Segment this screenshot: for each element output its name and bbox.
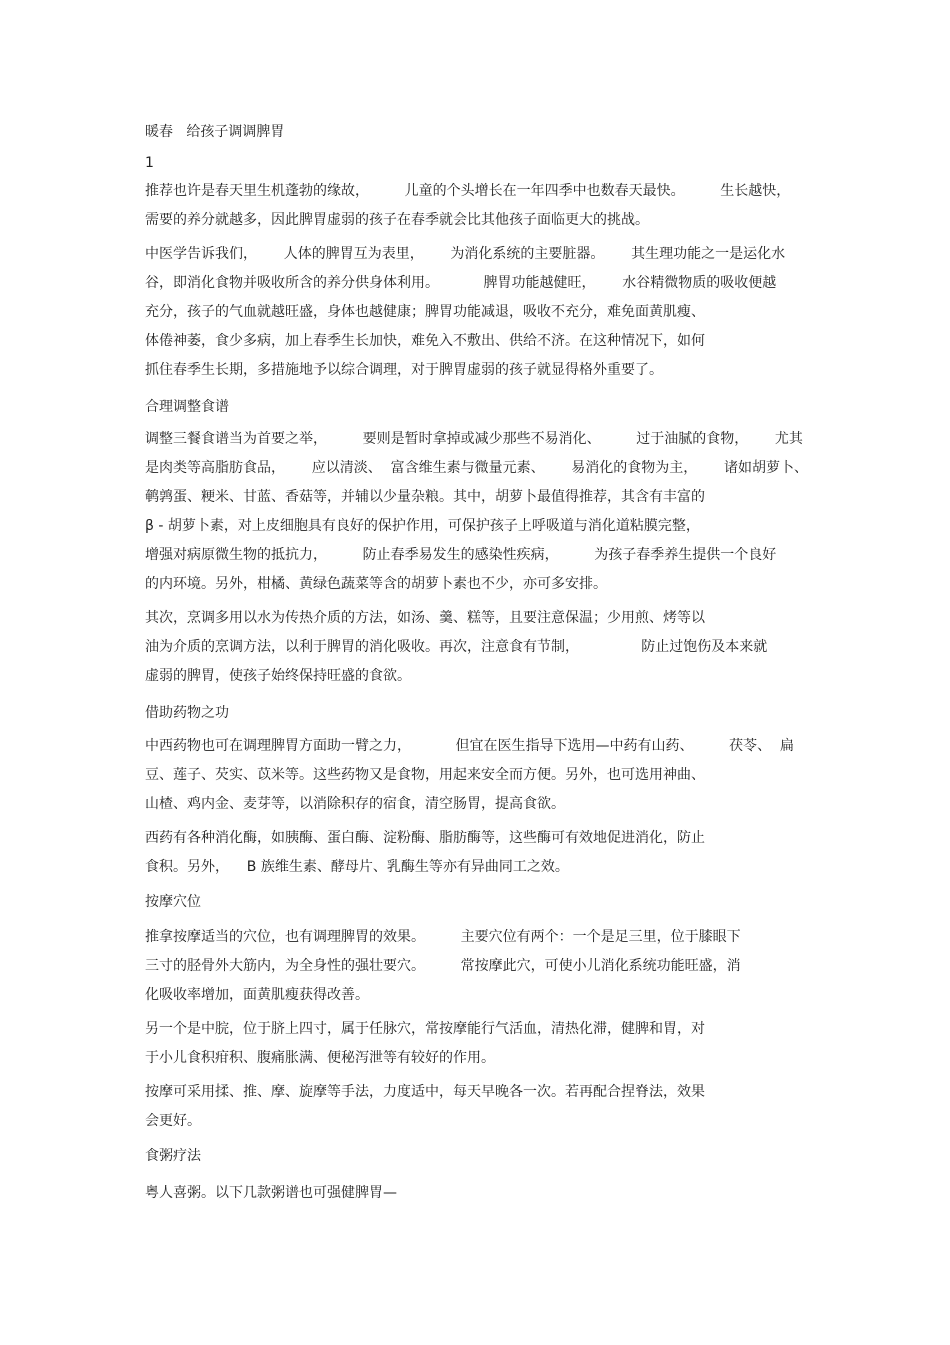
text-line: 推荐也许是春天里生机蓬勃的缘故， 儿童的个头增长在一年四季中也数春天最快。 生长越快， (145, 183, 791, 199)
text-line: 抓住春季生长期，多措施地予以综合调理，对于脾胃虚弱的孩子就显得格外重要了。 (145, 362, 663, 378)
section-heading: 合理调整食谱 (145, 399, 229, 415)
text-line: 会更好。 (145, 1113, 201, 1129)
text-line: 化吸收率增加，面黄肌瘦获得改善。 (145, 987, 369, 1003)
text-line: 三寸的胫骨外大筋内，为全身性的强壮要穴。 常按摩此穴，可使小儿消化系统功能旺盛，消 (145, 958, 741, 974)
text-line: 调整三餐食谱当为首要之举， 要则是暂时拿掉或减少那些不易消化、 过于油腻的食物， 尤其 (145, 431, 803, 447)
text-line: 另一个是中脘，位于脐上四寸，属于任脉穴，常按摩能行气活血，清热化滞，健脾和胃，对 (145, 1021, 705, 1037)
section-heading: 食粥疗法 (145, 1148, 201, 1164)
text-line: 是肉类等高脂肪食品， 应以清淡、 富含维生素与微量元素、 易消化的食物为主， 诸如胡萝卜、 (145, 460, 809, 476)
text-line: 推拿按摩适当的穴位，也有调理脾胃的效果。 主要穴位有两个：一个是足三里，位于膝眼下 (145, 929, 741, 945)
text-line: 需要的养分就越多，因此脾胃虚弱的孩子在春季就会比其他孩子面临更大的挑战。 (145, 212, 649, 228)
text-line: 粤人喜粥。以下几款粥谱也可强健脾胃— (145, 1185, 397, 1201)
text-line: 于小儿食积疳积、腹痛胀满、便秘泻泄等有较好的作用。 (145, 1050, 495, 1066)
text-line: 充分，孩子的气血就越旺盛，身体也越健康；脾胃功能减退，吸收不充分，难免面黄肌瘦、 (145, 304, 705, 320)
section-number: 1 (145, 155, 154, 171)
text-line: 的内环境。另外，柑橘、黄绿色蔬菜等含的胡萝卜素也不少，亦可多安排。 (145, 576, 607, 592)
section-heading: 按摩穴位 (145, 894, 201, 910)
section-heading: 借助药物之功 (145, 705, 229, 721)
document-title: 暖春 给孩子调调脾胃 (145, 124, 285, 140)
text-line: β - 胡萝卜素，对上皮细胞具有良好的保护作用，可保护孩子上呼吸道与消化道粘膜完整， (145, 518, 700, 534)
text-line: 其次，烹调多用以水为传热介质的方法，如汤、羹、糕等，且要注意保温；少用煎、烤等以 (145, 610, 705, 626)
text-line: 谷，即消化食物并吸收所含的养分供身体利用。 脾胃功能越健旺， 水谷精微物质的吸收便越 (145, 275, 777, 291)
text-line: 体倦神萎，食少多病，加上春季生长加快，难免入不敷出、供给不济。在这种情况下，如何 (145, 333, 705, 349)
text-line: 虚弱的脾胃，使孩子始终保持旺盛的食欲。 (145, 668, 411, 684)
text-line: 山楂、鸡内金、麦芽等，以消除积存的宿食，清空肠胃，提高食欲。 (145, 796, 565, 812)
text-line: 按摩可采用揉、推、摩、旋摩等手法，力度适中，每天早晚各一次。若再配合捏脊法，效果 (145, 1084, 705, 1100)
text-line: 食积。另外， B 族维生素、酵母片、乳酶生等亦有异曲同工之效。 (145, 859, 569, 875)
text-line: 西药有各种消化酶，如胰酶、蛋白酶、淀粉酶、脂肪酶等，这些酶可有效地促进消化，防止 (145, 830, 705, 846)
text-line: 豆、莲子、芡实、苡米等。这些药物又是食物，用起来安全而方便。另外，也可选用神曲、 (145, 767, 705, 783)
text-line: 鹌鹑蛋、粳米、甘蓝、香菇等，并辅以少量杂粮。其中，胡萝卜最值得推荐，其含有丰富的 (145, 489, 705, 505)
text-line: 中医学告诉我们， 人体的脾胃互为表里， 为消化系统的主要脏器。 其生理功能之一是运化水 (145, 246, 786, 262)
text-line: 增强对病原微生物的抵抗力， 防止春季易发生的感染性疾病， 为孩子春季养生提供一个良好 (145, 547, 777, 563)
text-line: 中西药物也可在调理脾胃方面助一臂之力， 但宜在医生指导下选用—中药有山药、 茯苓、 扁 (145, 738, 795, 754)
text-line: 油为介质的烹调方法，以利于脾胃的消化吸收。再次，注意食有节制， 防止过饱伤及本来就 (145, 639, 768, 655)
